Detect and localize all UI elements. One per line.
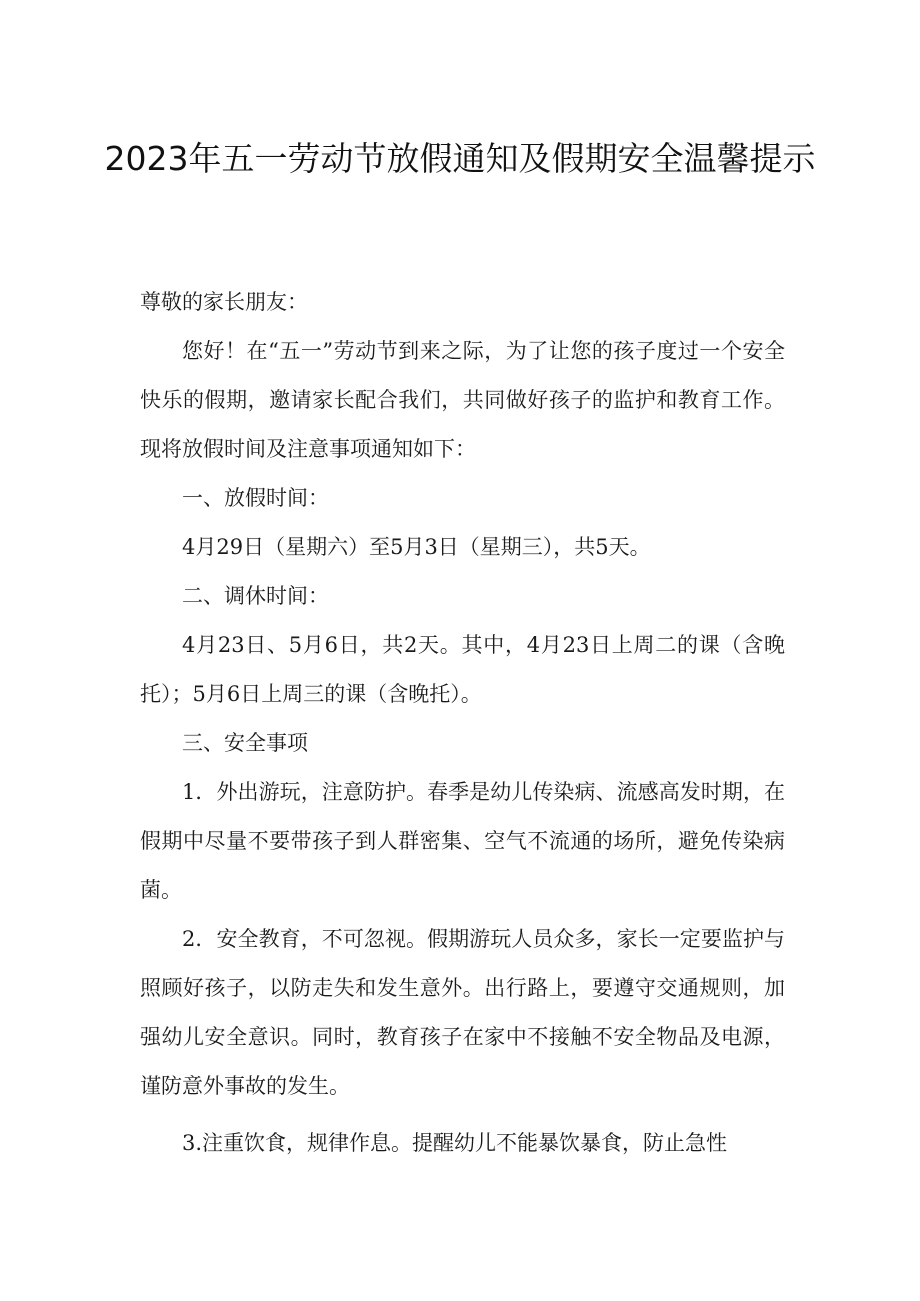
section-heading-safety: 三、安全事项	[182, 731, 308, 755]
document-title: 2023年五一劳动节放假通知及假期安全温馨提示	[104, 139, 816, 178]
paragraph-holiday-dates: 4月29日（星期六）至5月3日（星期三），共5天。	[182, 535, 651, 559]
paragraph-safety-item-3: 3.注重饮食，规律作息。提醒幼儿不能暴饮暴食，防止急性	[182, 1131, 728, 1155]
salutation: 尊敬的家长朋友：	[140, 290, 308, 314]
section-heading-holiday-time: 一、放假时间：	[182, 486, 329, 510]
paragraph-safety-item-2: 2．安全教育，不可忽视。假期游玩人员众多，家长一定要监护与照顾好孩子，以防走失和发生意外。出行路上，要遵守交通规则，加强幼儿安全意识。同时，教育孩子在家中不接触不安全物品及电源，谨防意外事故的发生。	[140, 927, 785, 1098]
paragraph-safety-item-1: 1．外出游玩，注意防护。春季是幼儿传染病、流感高发时期，在假期中尽量不要带孩子到人群密集、空气不流通的场所，避免传染病菌。	[140, 780, 785, 902]
paragraph-greeting: 您好！在“五一”劳动节到来之际，为了让您的孩子度过一个安全快乐的假期，邀请家长配合我们，共同做好孩子的监护和教育工作。现将放假时间及注意事项通知如下：	[140, 339, 785, 461]
paragraph-makeup-dates: 4月23日、5月6日，共2天。其中，4月23日上周二的课（含晚托）；5月6日上周三的课（含晚托）。	[140, 633, 785, 706]
document-body	[140, 278, 785, 1168]
section-heading-makeup-days: 二、调休时间：	[182, 584, 329, 608]
